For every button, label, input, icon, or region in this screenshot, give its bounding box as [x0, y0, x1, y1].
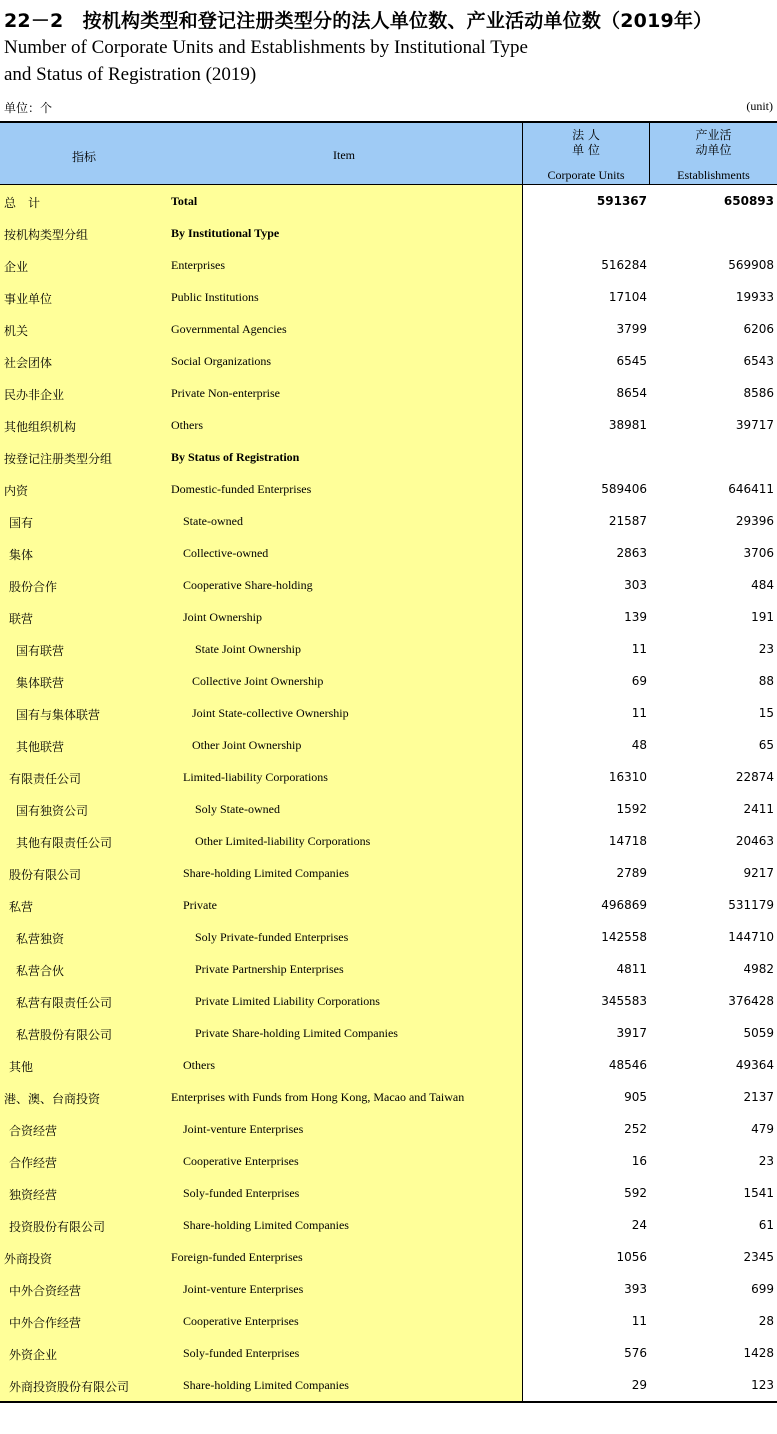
row-establishments-value: 699 [751, 1282, 774, 1296]
table-row [0, 377, 777, 409]
row-corporate-units-value: 496869 [601, 898, 647, 912]
row-corporate-units-value: 11 [631, 706, 647, 720]
header-establishments-cn-line2: 动单位 [695, 143, 732, 157]
row-corporate-units-value: 2863 [616, 546, 647, 560]
row-item-en: Private [183, 898, 217, 912]
row-indicator-cn: 合资经营 [9, 1124, 58, 1138]
row-corporate-units-value: 252 [624, 1122, 647, 1136]
row-establishments-value: 650893 [723, 194, 774, 208]
row-corporate-units-value: 16 [631, 1154, 647, 1168]
row-establishments-value: 6206 [743, 322, 774, 336]
row-item-en: Foreign-funded Enterprises [171, 1250, 303, 1264]
row-corporate-units-value: 576 [624, 1346, 647, 1360]
row-indicator-cn: 按机构类型分组 [4, 228, 89, 242]
row-establishments-value: 19933 [735, 290, 774, 304]
table-row [0, 921, 777, 953]
row-item-en: State Joint Ownership [195, 642, 301, 656]
table-title-english-line2: and Status of Registration (2019) [4, 64, 257, 85]
row-corporate-units-value: 592 [624, 1186, 647, 1200]
row-indicator-cn: 中外合作经营 [9, 1316, 82, 1330]
row-establishments-value: 49364 [735, 1058, 774, 1072]
row-corporate-units-value: 3799 [616, 322, 647, 336]
unit-label-chinese: 单位：个 [4, 101, 53, 115]
row-establishments-value: 144710 [728, 930, 774, 944]
row-establishments-value: 22874 [735, 770, 774, 784]
row-indicator-cn: 企业 [4, 260, 29, 274]
row-establishments-value: 1541 [743, 1186, 774, 1200]
row-indicator-cn: 国有联营 [16, 644, 65, 658]
row-item-en: Share-holding Limited Companies [183, 866, 349, 880]
row-indicator-cn: 股份合作 [9, 580, 58, 594]
row-indicator-cn: 有限责任公司 [9, 772, 82, 786]
row-indicator-cn: 其他有限责任公司 [16, 836, 113, 850]
row-establishments-value: 5059 [743, 1026, 774, 1040]
row-item-en: Share-holding Limited Companies [183, 1378, 349, 1392]
header-item: Item [333, 148, 355, 162]
row-establishments-value: 2137 [743, 1090, 774, 1104]
row-item-en: Cooperative Enterprises [183, 1154, 299, 1168]
row-corporate-units-value: 16310 [608, 770, 647, 784]
table-row [0, 1241, 777, 1273]
row-corporate-units-value: 516284 [601, 258, 647, 272]
table-row [0, 889, 777, 921]
row-establishments-value: 20463 [735, 834, 774, 848]
row-item-en: Others [171, 418, 203, 432]
table-row [0, 761, 777, 793]
row-establishments-value: 1428 [743, 1346, 774, 1360]
row-establishments-value: 569908 [728, 258, 774, 272]
row-corporate-units-value: 345583 [601, 994, 647, 1008]
table-row [0, 217, 777, 249]
table-title-english-line1: Number of Corporate Units and Establishments by Institutional Type [4, 37, 528, 58]
row-indicator-cn: 国有与集体联营 [16, 708, 101, 722]
row-corporate-units-value: 69 [631, 674, 647, 688]
header-establishments [650, 123, 777, 185]
row-establishments-value: 65 [758, 738, 774, 752]
row-item-en: Others [183, 1058, 215, 1072]
row-establishments-value: 15 [758, 706, 774, 720]
row-indicator-cn: 合作经营 [9, 1156, 58, 1170]
table-row [0, 1177, 777, 1209]
row-corporate-units-value: 3917 [616, 1026, 647, 1040]
row-item-en: Soly Private-funded Enterprises [195, 930, 349, 944]
table-row [0, 1145, 777, 1177]
table-row [0, 537, 777, 569]
table-row [0, 505, 777, 537]
table-row [0, 1209, 777, 1241]
table-row [0, 1113, 777, 1145]
row-item-en: By Status of Registration [171, 450, 300, 464]
row-corporate-units-value: 2789 [616, 866, 647, 880]
row-corporate-units-value: 4811 [616, 962, 647, 976]
row-item-en: Soly-funded Enterprises [183, 1346, 300, 1360]
row-indicator-cn: 私营合伙 [16, 964, 65, 978]
header-indicator: 指标 [72, 150, 97, 164]
row-establishments-value: 88 [758, 674, 774, 688]
row-corporate-units-value: 17104 [608, 290, 647, 304]
header-corporate-units [523, 123, 649, 185]
row-item-en: Private Share-holding Limited Companies [195, 1026, 398, 1040]
row-item-en: Private Partnership Enterprises [195, 962, 344, 976]
row-item-en: Collective-owned [183, 546, 269, 560]
row-indicator-cn: 联营 [9, 612, 34, 626]
table-row [0, 1305, 777, 1337]
row-indicator-cn: 民办非企业 [4, 388, 65, 402]
row-corporate-units-value: 303 [624, 578, 647, 592]
row-corporate-units-value: 1056 [616, 1250, 647, 1264]
table-row [0, 633, 777, 665]
row-item-en: Private Limited Liability Corporations [195, 994, 380, 1008]
table-row [0, 313, 777, 345]
row-establishments-value: 28 [758, 1314, 774, 1328]
row-establishments-value: 61 [758, 1218, 774, 1232]
row-establishments-value: 646411 [728, 482, 774, 496]
row-establishments-value: 2345 [743, 1250, 774, 1264]
row-establishments-value: 531179 [728, 898, 774, 912]
row-item-en: By Institutional Type [171, 226, 280, 240]
header-corporate-units-en: Corporate Units [547, 168, 625, 182]
row-item-en: Total [171, 194, 198, 208]
row-item-en: Enterprises with Funds from Hong Kong, Macao and Taiwan [171, 1090, 465, 1104]
table-row [0, 793, 777, 825]
table-row [0, 601, 777, 633]
row-indicator-cn: 外资企业 [9, 1348, 58, 1362]
row-corporate-units-value: 24 [631, 1218, 647, 1232]
row-indicator-cn: 其他组织机构 [4, 420, 77, 434]
table-row [0, 1017, 777, 1049]
row-indicator-cn: 其他联营 [16, 740, 65, 754]
table-title-chinese: 22－2 按机构类型和登记注册类型分的法人单位数、产业活动单位数（2019年） [4, 10, 713, 32]
row-item-en: Share-holding Limited Companies [183, 1218, 349, 1232]
row-indicator-cn: 社会团体 [4, 356, 53, 370]
row-item-en: Collective Joint Ownership [192, 674, 324, 688]
table-row [0, 1273, 777, 1305]
row-indicator-cn: 股份有限公司 [9, 868, 82, 882]
header-establishments-cn-line1: 产业活 [695, 128, 732, 142]
row-indicator-cn: 私营独资 [16, 932, 65, 946]
row-establishments-value: 8586 [743, 386, 774, 400]
table-row [0, 345, 777, 377]
row-corporate-units-value: 48546 [608, 1058, 647, 1072]
table-row [0, 473, 777, 505]
table-row [0, 985, 777, 1017]
row-indicator-cn: 按登记注册类型分组 [4, 452, 113, 466]
row-corporate-units-value: 11 [631, 1314, 647, 1328]
row-item-en: Limited-liability Corporations [183, 770, 328, 784]
row-establishments-value: 479 [751, 1122, 774, 1136]
row-corporate-units-value: 29 [631, 1378, 647, 1392]
row-establishments-value: 23 [758, 642, 774, 656]
row-corporate-units-value: 21587 [608, 514, 647, 528]
row-item-en: Domestic-funded Enterprises [171, 482, 312, 496]
row-corporate-units-value: 8654 [616, 386, 647, 400]
row-establishments-value: 39717 [735, 418, 774, 432]
row-indicator-cn: 私营 [9, 900, 34, 914]
row-corporate-units-value: 393 [624, 1282, 647, 1296]
header-corporate-units-cn-line2: 单 位 [572, 143, 600, 157]
row-corporate-units-value: 591367 [596, 194, 647, 208]
table-row [0, 729, 777, 761]
row-indicator-cn: 港、澳、台商投资 [4, 1092, 101, 1106]
row-corporate-units-value: 139 [624, 610, 647, 624]
table-row [0, 1337, 777, 1369]
table-row [0, 1369, 777, 1401]
row-item-en: Joint State-collective Ownership [192, 706, 349, 720]
row-indicator-cn: 私营股份有限公司 [16, 1028, 113, 1042]
row-item-en: Joint Ownership [183, 610, 262, 624]
row-indicator-cn: 国有 [9, 516, 34, 530]
row-establishments-value: 376428 [728, 994, 774, 1008]
row-indicator-cn: 投资股份有限公司 [9, 1220, 106, 1234]
row-establishments-value: 2411 [743, 802, 774, 816]
table-row [0, 409, 777, 441]
row-corporate-units-value: 14718 [608, 834, 647, 848]
row-establishments-value: 29396 [735, 514, 774, 528]
row-corporate-units-value: 905 [624, 1090, 647, 1104]
table-row [0, 697, 777, 729]
row-indicator-cn: 集体联营 [16, 676, 65, 690]
row-indicator-cn: 其他 [9, 1060, 34, 1074]
row-item-en: Enterprises [171, 258, 225, 272]
table-row [0, 441, 777, 473]
table-bottom-rule [0, 1401, 777, 1403]
row-indicator-cn: 外商投资 [4, 1252, 53, 1266]
row-establishments-value: 23 [758, 1154, 774, 1168]
row-corporate-units-value: 142558 [601, 930, 647, 944]
row-item-en: Other Joint Ownership [192, 738, 302, 752]
row-corporate-units-value: 6545 [616, 354, 647, 368]
row-indicator-cn: 集体 [9, 548, 34, 562]
row-item-en: State-owned [183, 514, 243, 528]
table-row [0, 857, 777, 889]
row-indicator-cn: 事业单位 [4, 292, 53, 306]
row-indicator-cn: 国有独资公司 [16, 804, 89, 818]
table-row [0, 185, 777, 217]
table-row [0, 825, 777, 857]
row-item-en: Soly-funded Enterprises [183, 1186, 300, 1200]
row-item-en: Other Limited-liability Corporations [195, 834, 371, 848]
table-row [0, 281, 777, 313]
row-item-en: Cooperative Enterprises [183, 1314, 299, 1328]
row-establishments-value: 6543 [743, 354, 774, 368]
header-establishments-en: Establishments [677, 168, 750, 182]
table-body [0, 185, 777, 1401]
row-item-en: Joint-venture Enterprises [183, 1282, 304, 1296]
row-item-en: Soly State-owned [195, 802, 280, 816]
header-corporate-units-cn-line1: 法 人 [572, 128, 600, 142]
row-item-en: Social Organizations [171, 354, 272, 368]
row-corporate-units-value: 1592 [616, 802, 647, 816]
statistics-table [0, 121, 777, 1401]
row-establishments-value: 191 [751, 610, 774, 624]
row-item-en: Joint-venture Enterprises [183, 1122, 304, 1136]
table-row [0, 953, 777, 985]
row-indicator-cn: 独资经营 [9, 1188, 58, 1202]
row-corporate-units-value: 48 [631, 738, 647, 752]
row-establishments-value: 4982 [743, 962, 774, 976]
row-establishments-value: 3706 [743, 546, 774, 560]
row-corporate-units-value: 589406 [601, 482, 647, 496]
row-indicator-cn: 机关 [4, 324, 29, 338]
row-indicator-cn: 私营有限责任公司 [16, 996, 113, 1010]
row-corporate-units-value: 38981 [608, 418, 647, 432]
table-row [0, 1081, 777, 1113]
table-header [0, 121, 777, 185]
unit-label-english: (unit) [746, 99, 773, 113]
table-row [0, 1049, 777, 1081]
row-indicator-cn: 外商投资股份有限公司 [9, 1380, 130, 1394]
row-indicator-cn: 内资 [4, 484, 29, 498]
row-item-en: Governmental Agencies [171, 322, 287, 336]
row-establishments-value: 123 [751, 1378, 774, 1392]
row-establishments-value: 484 [751, 578, 774, 592]
row-establishments-value: 9217 [743, 866, 774, 880]
table-row [0, 665, 777, 697]
table-row [0, 249, 777, 281]
row-corporate-units-value: 11 [631, 642, 647, 656]
table-row [0, 569, 777, 601]
row-item-en: Cooperative Share-holding [183, 578, 313, 592]
row-indicator-cn: 中外合资经营 [9, 1284, 82, 1298]
row-item-en: Public Institutions [171, 290, 259, 304]
row-item-en: Private Non-enterprise [171, 386, 280, 400]
row-indicator-cn: 总 计 [4, 196, 41, 210]
